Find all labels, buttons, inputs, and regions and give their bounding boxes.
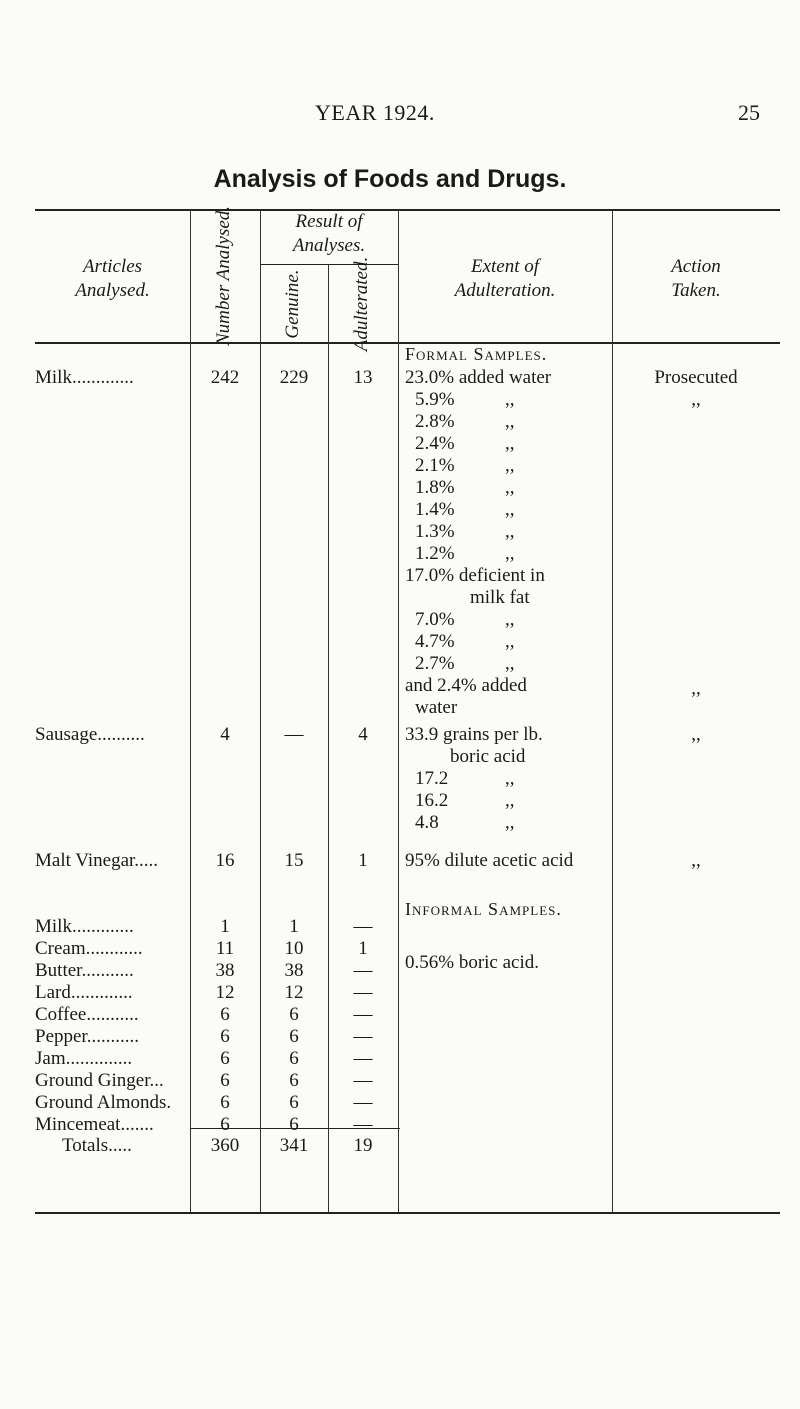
milk-extent-line: 4.7% (415, 631, 455, 652)
milk-extent-line: water (415, 697, 458, 718)
row-article: Milk............. (35, 367, 134, 388)
row-adulterated: — (353, 982, 373, 1003)
row-number: 6 (220, 1004, 230, 1025)
row-genuine: 6 (289, 1092, 299, 1113)
header-result-line1: Result of (295, 211, 363, 232)
sausage-extent-line: 16.2 (415, 790, 449, 811)
row-article: Butter........... (35, 960, 134, 981)
row-number: 4 (220, 724, 230, 745)
row-adulterated: — (353, 1114, 373, 1135)
header-genuine: Genuine. (282, 269, 303, 339)
header-articles (35, 255, 190, 303)
ditto-mark: ,, (505, 609, 515, 630)
milk-extent-line: 2.7% (415, 653, 455, 674)
action-vinegar: ,, (691, 850, 701, 871)
row-number: 11 (215, 938, 235, 959)
milk-extent-line: 1.4% (415, 499, 455, 520)
row-adulterated: 1 (358, 938, 368, 959)
header-extent (398, 255, 612, 303)
row-adulterated: — (353, 1026, 373, 1047)
milk-extent-line: 1.3% (415, 521, 455, 542)
row-genuine: 12 (284, 982, 304, 1003)
action-milk-ditto: ,, (691, 389, 701, 410)
row-adulterated: — (353, 1092, 373, 1113)
row-article: Coffee........... (35, 1004, 139, 1025)
row-adulterated: 4 (358, 724, 368, 745)
row-genuine: 10 (284, 938, 304, 959)
page-number: 25 (738, 100, 760, 125)
row-adulterated: — (353, 1070, 373, 1091)
cream-extent: 0.56% boric acid. (405, 952, 540, 973)
row-adulterated: 13 (353, 367, 373, 388)
milk-extent-line: 1.2% (415, 543, 455, 564)
header-action-line2: Taken. (671, 280, 721, 301)
milk-extent-line: 5.9% (415, 389, 455, 410)
header-articles-line1: Articles (82, 256, 143, 277)
row-genuine: 6 (289, 1070, 299, 1091)
row-article: Malt Vinegar..... (35, 850, 159, 871)
ditto-mark: ,, (505, 389, 515, 410)
milk-extent-line: 2.4% (415, 433, 455, 454)
action-milk: Prosecuted (654, 367, 738, 388)
action-milk-last: ,, (691, 678, 701, 699)
row-genuine: 38 (284, 960, 304, 981)
milk-extent-line: 7.0% (415, 609, 455, 630)
row-genuine: 6 (289, 1004, 299, 1025)
ditto-mark: ,, (505, 631, 515, 652)
totals-number: 360 (210, 1135, 240, 1156)
header-result-line2: Analyses. (292, 235, 366, 256)
ditto-mark: ,, (505, 768, 515, 789)
sausage-extent-line: boric acid (450, 746, 526, 767)
row-article: Ground Almonds. (35, 1092, 172, 1113)
header-action-line1: Action (671, 256, 721, 277)
page-header-year: YEAR 1924. (315, 100, 435, 125)
milk-extent-line: 17.0% deficient in (405, 565, 545, 586)
row-article: Ground Ginger... (35, 1070, 164, 1091)
col-rule-4 (398, 209, 399, 1212)
table-bottom-rule (35, 1212, 780, 1214)
row-number: 6 (220, 1048, 230, 1069)
formal-samples-heading: Formal Samples. (405, 344, 548, 364)
row-article: Mincemeat....... (35, 1114, 154, 1135)
header-extent-line1: Extent of (470, 256, 540, 277)
row-adulterated: — (353, 1048, 373, 1069)
totals-adulterated: 19 (353, 1135, 373, 1156)
milk-extent-line: 23.0% added water (405, 367, 552, 388)
action-sausage: ,, (691, 724, 701, 745)
milk-extent-line: 1.8% (415, 477, 455, 498)
row-genuine: 6 (289, 1114, 299, 1135)
row-article: Cream............ (35, 938, 143, 959)
ditto-mark: ,, (505, 477, 515, 498)
sausage-extent-line: 33.9 grains per lb. (405, 724, 543, 745)
row-number: 242 (210, 367, 240, 388)
ditto-mark: ,, (505, 812, 515, 833)
totals-genuine: 341 (279, 1135, 309, 1156)
row-genuine: 229 (279, 367, 309, 388)
row-number: 12 (215, 982, 235, 1003)
header-adulterated: Adulterated. (351, 256, 372, 352)
row-adulterated: — (353, 916, 373, 937)
header-action (612, 255, 780, 303)
row-genuine: 1 (289, 916, 299, 937)
result-subheader-rule (260, 264, 398, 265)
totals-label: Totals..... (62, 1135, 132, 1156)
vinegar-extent: 95% dilute acetic acid (405, 850, 574, 871)
page-title: Analysis of Foods and Drugs. (213, 165, 567, 193)
row-genuine: 15 (284, 850, 304, 871)
row-number: 1 (220, 916, 230, 937)
row-article: Jam.............. (35, 1048, 133, 1069)
row-number: 38 (215, 960, 235, 981)
ditto-mark: ,, (505, 543, 515, 564)
milk-extent-line: and 2.4% added (405, 675, 527, 696)
ditto-mark: ,, (505, 521, 515, 542)
informal-samples-heading: Informal Samples. (405, 899, 562, 919)
ditto-mark: ,, (505, 653, 515, 674)
milk-extent-line: 2.8% (415, 411, 455, 432)
row-number: 6 (220, 1114, 230, 1135)
row-number: 6 (220, 1092, 230, 1113)
sausage-extent-line: 17.2 (415, 768, 449, 789)
row-adulterated: — (353, 1004, 373, 1025)
header-extent-line2: Adulteration. (454, 280, 556, 301)
ditto-mark: ,, (505, 499, 515, 520)
header-result-group (260, 210, 398, 258)
header-articles-line2: Analysed. (75, 280, 150, 301)
row-genuine: — (284, 724, 304, 745)
row-number: 6 (220, 1026, 230, 1047)
milk-extent-line: milk fat (470, 587, 530, 608)
row-article: Pepper........... (35, 1026, 139, 1047)
ditto-mark: ,, (505, 790, 515, 811)
row-adulterated: — (353, 960, 373, 981)
ditto-mark: ,, (505, 433, 515, 454)
row-genuine: 6 (289, 1048, 299, 1069)
row-article: Lard............. (35, 982, 133, 1003)
row-number: 16 (215, 850, 235, 871)
milk-extent-line: 2.1% (415, 455, 455, 476)
row-genuine: 6 (289, 1026, 299, 1047)
row-article: Milk............. (35, 916, 134, 937)
header-number-analysed: Number Analysed. (213, 205, 234, 346)
row-article: Sausage.......... (35, 724, 145, 745)
row-adulterated: 1 (358, 850, 368, 871)
ditto-mark: ,, (505, 455, 515, 476)
sausage-extent-line: 4.8 (415, 812, 439, 833)
ditto-mark: ,, (505, 411, 515, 432)
row-number: 6 (220, 1070, 230, 1091)
col-rule-5 (612, 209, 613, 1212)
table-top-rule (35, 209, 780, 211)
